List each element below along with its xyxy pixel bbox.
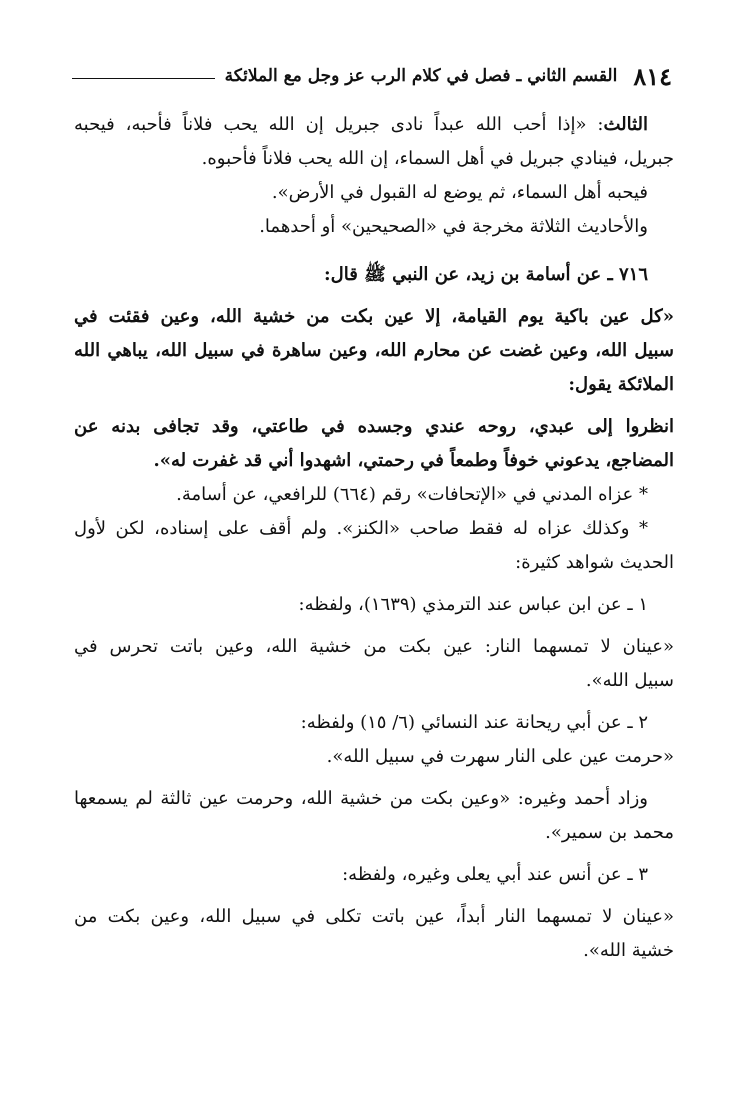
text-span: : «إذا أحب الله عبداً نادى جبريل إن الله يحب فلاناً فأحبه، فيحبه xyxy=(74,114,604,135)
text-line: محمد بن سمير». xyxy=(545,822,674,843)
text-line: «حرمت عين على النار سهرت في سبيل الله». xyxy=(326,746,674,767)
text-line: ١ ـ عن ابن عباس عند الترمذي (١٦٣٩)، ولفظه: xyxy=(298,594,648,615)
text-line: * وكذلك عزاه له فقط صاحب «الكنز». ولم أقف على إسناده، لكن لأول xyxy=(74,518,648,539)
page-number: ٨١٤ xyxy=(633,61,672,91)
text-line: «عينان لا تمسهما النار: عين بكت من خشية الله، وعين باتت تحرس في xyxy=(74,636,674,657)
text-line: الحديث شواهد كثيرة: xyxy=(515,552,674,573)
paragraph-label: الثالث xyxy=(603,114,648,135)
page-header xyxy=(72,58,672,94)
text-line: المضاجع، يدعوني خوفاً وطمعاً في رحمتي، اشهدوا أني قد غفرت له». xyxy=(153,450,674,471)
text-line: ٢ ـ عن أبي ريحانة عند النسائي (٦/ ١٥) ولفظه: xyxy=(300,712,648,733)
text-line: الملائكة يقول: xyxy=(568,374,674,395)
text-line: سبيل الله». xyxy=(585,670,674,691)
page-body xyxy=(74,108,674,968)
text-line: وزاد أحمد وغيره: «وعين بكت من خشية الله، وحرمت عين ثالثة لم يسمعها xyxy=(74,788,648,809)
hadith-heading: ٧١٦ ـ عن أسامة بن زيد، عن النبي ﷺ قال: xyxy=(323,264,648,285)
text-line: والأحاديث الثلاثة مخرجة في «الصحيحين» أو أحدهما. xyxy=(259,216,648,237)
text-line: انظروا إلى عبدي، روحه عندي وجسده في طاعتي، وقد تجافى بدنه عن xyxy=(74,416,674,437)
text-line: ٣ ـ عن أنس عند أبي يعلى وغيره، ولفظه: xyxy=(342,864,648,885)
text-line: خشية الله». xyxy=(583,940,674,961)
header-rule xyxy=(72,78,215,79)
text-line: «كل عين باكية يوم القيامة، إلا عين بكت من خشية الله، وعين فقئت في xyxy=(74,306,674,327)
text-line xyxy=(74,108,674,142)
text-line: جبريل، فينادي جبريل في أهل السماء، إن الله يحب فلاناً فأحبوه. xyxy=(201,148,674,169)
running-title: القسم الثاني ـ فصل في كلام الرب عز وجل مع الملائكة xyxy=(224,66,618,86)
text-line: سبيل الله، وعين غضت عن محارم الله، وعين ساهرة في سبيل الله، يباهي الله xyxy=(74,340,674,361)
text-line: فيحبه أهل السماء، ثم يوضع له القبول في الأرض». xyxy=(271,182,648,203)
text-line: «عينان لا تمسهما النار أبداً، عين باتت تكلى في سبيل الله، وعين بكت من xyxy=(74,906,674,927)
text-line: * عزاه المدني في «الإتحافات» رقم (٦٦٤) للرافعي، عن أسامة. xyxy=(176,484,648,505)
